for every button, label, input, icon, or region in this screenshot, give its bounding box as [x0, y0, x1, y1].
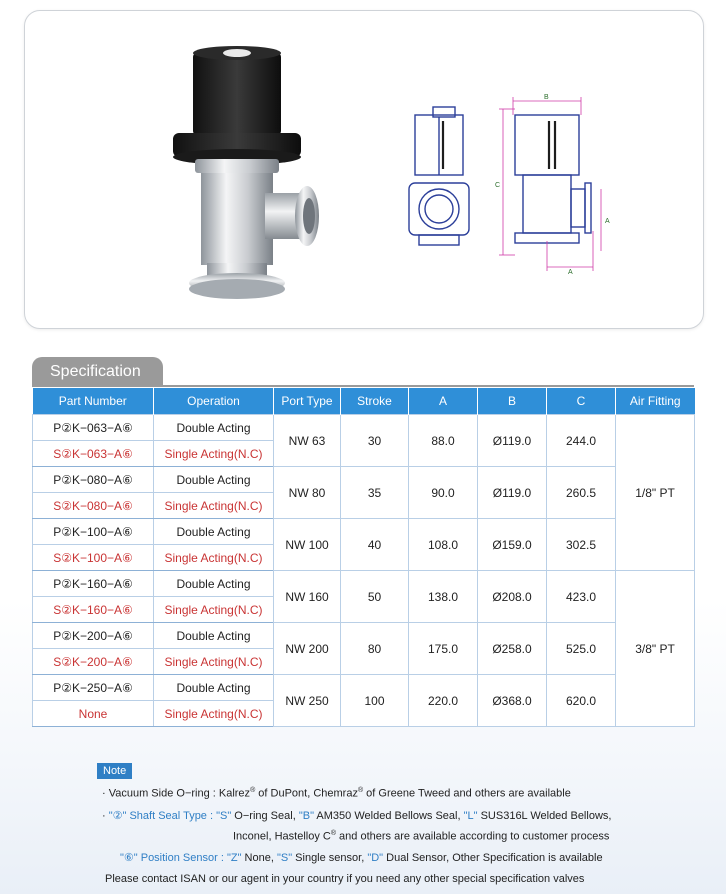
stroke: 35 — [341, 467, 409, 519]
dim-c: 260.5 — [547, 467, 616, 519]
port-type: NW 250 — [274, 675, 341, 727]
operation: Single Acting(N.C) — [154, 597, 274, 623]
dim-c: 620.0 — [547, 675, 616, 727]
header-cell: A — [409, 388, 478, 415]
table-row — [33, 571, 695, 597]
part-number: P②K−100−A⑥ — [33, 519, 154, 545]
part-number: S②K−160−A⑥ — [33, 597, 154, 623]
note-line-oring: · Vacuum Side O−ring : Kalrez® of DuPont, Chemraz® of Greene Tweed and others are available — [102, 787, 571, 800]
table-row — [33, 623, 695, 649]
stroke: 50 — [341, 571, 409, 623]
part-number: S②K−100−A⑥ — [33, 545, 154, 571]
note-line-contact: Please contact ISAN or our agent in your country if you need any other special specification valves — [105, 873, 585, 885]
port-type: NW 80 — [274, 467, 341, 519]
port-type: NW 160 — [274, 571, 341, 623]
part-number: S②K−080−A⑥ — [33, 493, 154, 519]
air-fitting: 3/8" PT — [616, 571, 695, 727]
dim-b: Ø368.0 — [478, 675, 547, 727]
part-number: P②K−080−A⑥ — [33, 467, 154, 493]
operation: Double Acting — [154, 415, 274, 441]
dim-label-a-horizontal: A — [568, 269, 573, 276]
part-number: P②K−063−A⑥ — [33, 415, 154, 441]
operation: Single Acting(N.C) — [154, 701, 274, 727]
note-line-shaft-seal: · "②" Shaft Seal Type : "S" O−ring Seal, "B" AM350 Welded Bellows Seal, "L" SUS316L Welded Bellows, — [102, 810, 612, 822]
air-fitting: 1/8" PT — [616, 415, 695, 571]
section-divider — [32, 385, 694, 387]
header-cell: Stroke — [341, 388, 409, 415]
stroke: 40 — [341, 519, 409, 571]
note-badge: Note — [97, 763, 132, 779]
dim-b: Ø119.0 — [478, 467, 547, 519]
table-row — [33, 519, 695, 545]
note-line-position-sensor: "⑥" Position Sensor : "Z" None, "S" Single sensor, "D" Dual Sensor, Other Specification is available — [120, 852, 603, 864]
dim-a: 138.0 — [409, 571, 478, 623]
dim-label-a-vertical: A — [605, 218, 610, 225]
dim-c: 423.0 — [547, 571, 616, 623]
spec-table — [32, 388, 695, 727]
operation: Double Acting — [154, 519, 274, 545]
part-number: P②K−200−A⑥ — [33, 623, 154, 649]
port-type: NW 100 — [274, 519, 341, 571]
operation: Single Acting(N.C) — [154, 441, 274, 467]
operation: Single Acting(N.C) — [154, 493, 274, 519]
operation: Double Acting — [154, 467, 274, 493]
table-row — [33, 675, 695, 701]
part-number: P②K−160−A⑥ — [33, 571, 154, 597]
operation: Double Acting — [154, 675, 274, 701]
dim-a: 108.0 — [409, 519, 478, 571]
header-cell: C — [547, 388, 616, 415]
operation: Single Acting(N.C) — [154, 649, 274, 675]
operation: Double Acting — [154, 623, 274, 649]
stroke: 30 — [341, 415, 409, 467]
header-cell: Port Type — [274, 388, 341, 415]
product-image-panel — [24, 10, 704, 329]
dim-b: Ø119.0 — [478, 415, 547, 467]
operation: Single Acting(N.C) — [154, 545, 274, 571]
dim-c: 244.0 — [547, 415, 616, 467]
dim-c: 302.5 — [547, 519, 616, 571]
note-line-materials: Inconel, Hastelloy C® and others are available according to customer process — [233, 830, 610, 843]
note-section — [90, 763, 690, 885]
dim-b: Ø159.0 — [478, 519, 547, 571]
stroke: 100 — [341, 675, 409, 727]
port-type: NW 63 — [274, 415, 341, 467]
header-cell: Operation — [154, 388, 274, 415]
table-row — [33, 415, 695, 441]
table-row — [33, 467, 695, 493]
specification-tab — [32, 357, 163, 386]
part-number: S②K−200−A⑥ — [33, 649, 154, 675]
dim-c: 525.0 — [547, 623, 616, 675]
dim-a: 220.0 — [409, 675, 478, 727]
header-cell: Air Fitting — [616, 388, 695, 415]
dim-a: 88.0 — [409, 415, 478, 467]
operation: Double Acting — [154, 571, 274, 597]
dim-label-c: C — [495, 182, 501, 189]
dim-b: Ø258.0 — [478, 623, 547, 675]
dim-a: 175.0 — [409, 623, 478, 675]
dim-b: Ø208.0 — [478, 571, 547, 623]
header-cell: Part Number — [33, 388, 154, 415]
header-cell: B — [478, 388, 547, 415]
part-number: P②K−250−A⑥ — [33, 675, 154, 701]
part-number: None — [33, 701, 154, 727]
part-number: S②K−063−A⑥ — [33, 441, 154, 467]
stroke: 80 — [341, 623, 409, 675]
dim-label-b: B — [544, 94, 549, 101]
valve-photo — [125, 37, 365, 312]
header-row — [33, 388, 695, 415]
dim-a: 90.0 — [409, 467, 478, 519]
dimension-drawing — [405, 91, 625, 276]
section-title: Specification — [50, 363, 141, 380]
port-type: NW 200 — [274, 623, 341, 675]
